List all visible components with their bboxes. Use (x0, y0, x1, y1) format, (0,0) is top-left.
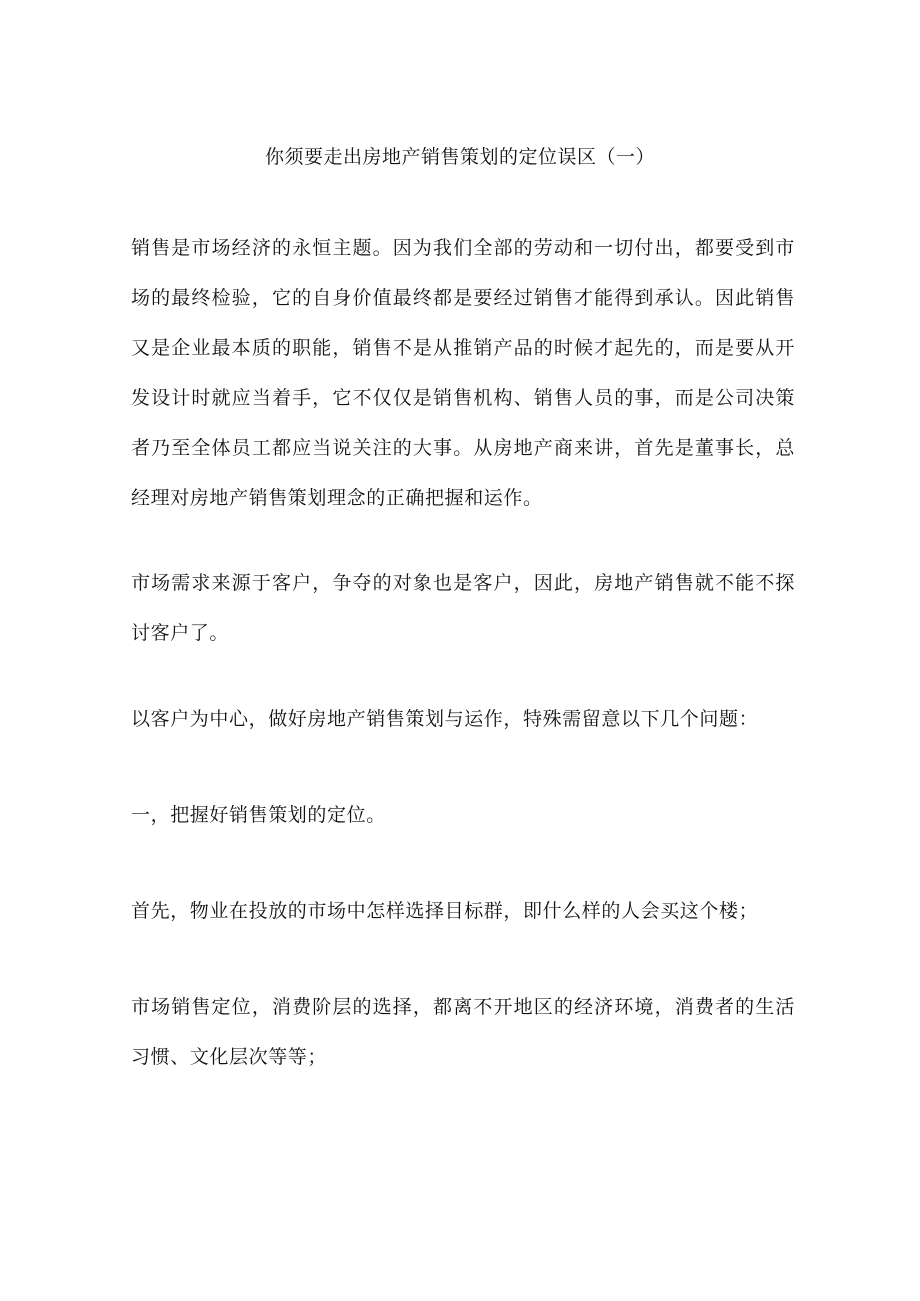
paragraph-sales-theme: 销售是市场经济的永恒主题。因为我们全部的劳动和一切付出，都要受到市场的最终检验，它的自身价值最终都是要经过销售才能得到承认。因此销售又是企业最本质的职能，销售不是从推销产品的时候才起先的，而是要从开发设计时就应当着手，它不仅仅是销售机构、销售人员的事，而是公司决策者乃至全体员工都应当说关注的大事。从房地产商来讲，首先是董事长，总经理对房地产销售策划理念的正确把握和运作。 (131, 237, 795, 509)
paragraph-customer-centered: 以客户为中心，做好房地产销售策划与运作，特殊需留意以下几个问题： (131, 708, 759, 730)
paragraph-market-demand: 市场需求来源于客户，争夺的对象也是客户，因此，房地产销售就不能不探讨客户了。 (131, 572, 795, 644)
paragraph-market-positioning: 市场销售定位，消费阶层的选择，都离不开地区的经济环境，消费者的生活习惯、文化层次等等； (131, 996, 795, 1068)
document-title: 你须要走出房地产销售策划的定位误区（一） (264, 146, 655, 168)
paragraph-point-one: 一，把握好销售策划的定位。 (131, 804, 386, 826)
paragraph-target-group: 首先，物业在投放的市场中怎样选择目标群，即什么样的人会买这个楼； (131, 900, 759, 922)
